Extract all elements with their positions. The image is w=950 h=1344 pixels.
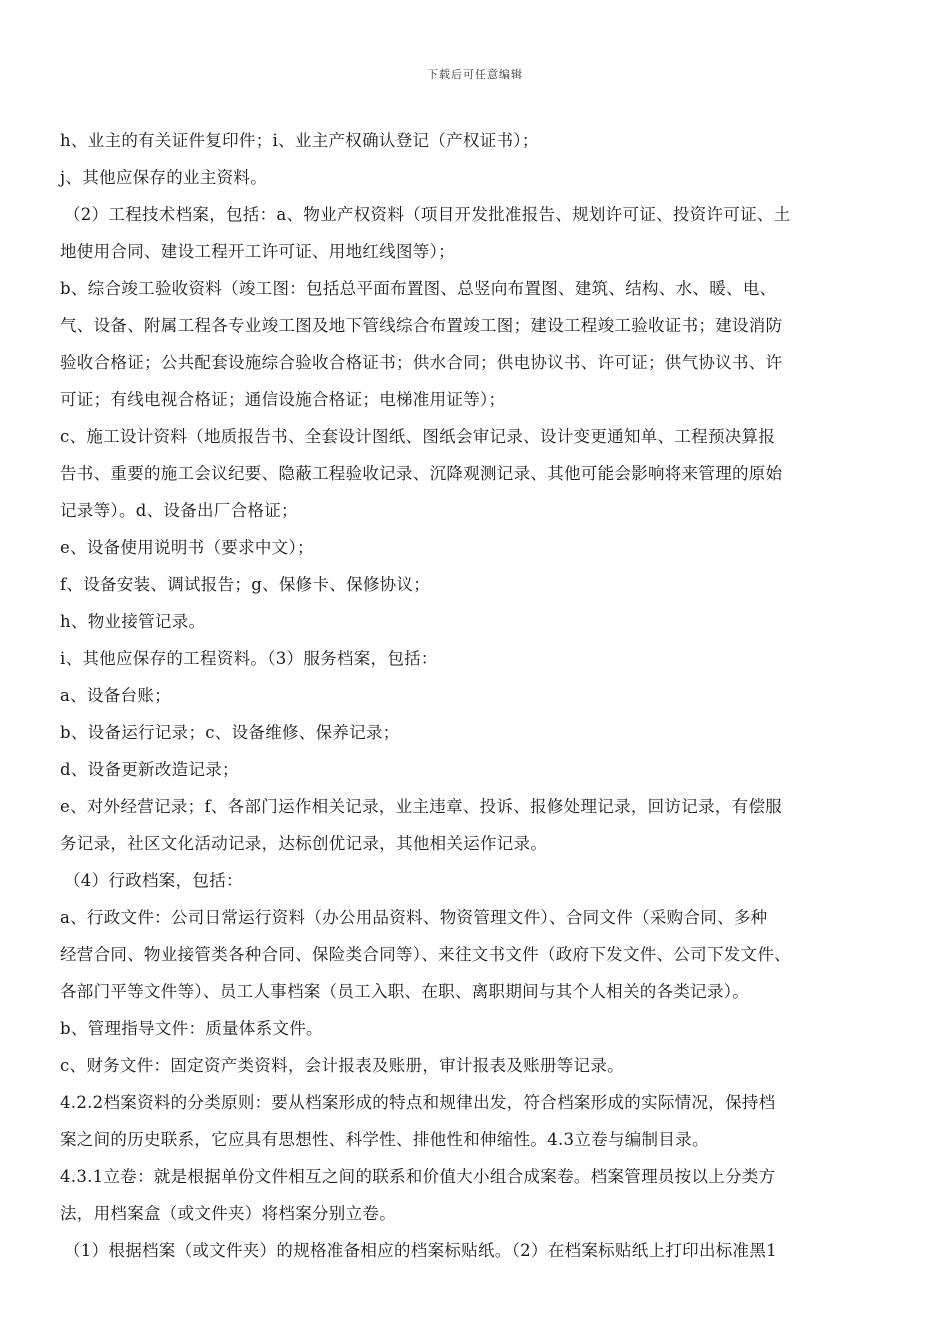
text-line: 务记录，社区文化活动记录，达标创优记录，其他相关运作记录。 (60, 834, 548, 853)
text-line: a、行政文件：公司日常运行资料（办公用品资料、物资管理文件）、合同文件（采购合同、多种 (60, 908, 768, 927)
text-line: （2）工程技术档案，包括：a、物业产权资料（项目开发批准报告、规划许可证、投资许可证、土 (64, 205, 791, 224)
text-line: 法，用档案盒（或文件夹）将档案分别立卷。 (60, 1204, 396, 1223)
text-line: d、设备更新改造记录； (60, 760, 239, 779)
text-line: c、财务文件：固定资产类资料，会计报表及账册，审计报表及账册等记录。 (60, 1056, 624, 1075)
text-line: a、设备台账； (60, 686, 171, 705)
text-line: i、其他应保存的工程资料。（3）服务档案，包括： (60, 649, 438, 668)
page-header: 下载后可任意编辑 (427, 68, 523, 81)
text-line: 案之间的历史联系，它应具有思想性、科学性、排他性和伸缩性。4.3立卷与编制目录。 (60, 1130, 709, 1149)
text-line: e、设备使用说明书（要求中文）； (60, 538, 314, 557)
text-line: b、综合竣工验收资料（竣工图：包括总平面布置图、总竖向布置图、建筑、结构、水、暖、电、 (60, 279, 777, 298)
text-line: b、设备运行记录；c、设备维修、保养记录； (60, 723, 400, 742)
text-line: f、设备安装、调试报告；g、保修卡、保修协议； (60, 575, 431, 594)
text-line: （1）根据档案（或文件夹）的规格准备相应的档案标贴纸。（2）在档案标贴纸上打印出标准黑1 (64, 1241, 777, 1260)
text-line: 4.3.1立卷：就是根据单份文件相互之间的联系和价值大小组合成案卷。档案管理员按以上分类方 (60, 1167, 776, 1186)
text-line: b、管理指导文件：质量体系文件。 (60, 1019, 323, 1038)
text-line: 可证；有线电视合格证；通信设施合格证；电梯准用证等）； (60, 390, 506, 409)
text-line: 各部门平等文件等）、员工人事档案（员工入职、在职、离职期间与其个人相关的各类记录）。 (60, 982, 750, 1001)
text-line: c、施工设计资料（地质报告书、全套设计图纸、图纸会审记录、设计变更通知单、工程预决算报 (60, 427, 776, 446)
text-line: 经营合同、物业接管类各种合同、保险类合同等）、来往文书文件（政府下发文件、公司下发文件、 (60, 945, 791, 964)
text-line: 记录等）。d、设备出厂合格证； (60, 501, 298, 520)
text-line: h、业主的有关证件复印件；i、业主产权确认登记（产权证书）； (60, 131, 539, 150)
text-line: 地使用合同、建设工程开工许可证、用地红线图等）； (60, 242, 455, 261)
text-line: （4）行政档案，包括： (64, 871, 243, 890)
body-text (60, 122, 896, 1269)
text-line: h、物业接管记录。 (60, 612, 206, 631)
text-line: 告书、重要的施工会议纪要、隐蔽工程验收记录、沉降观测记录、其他可能会影响将来管理的原始 (60, 464, 783, 483)
text-line: 4.2.2档案资料的分类原则：要从档案形成的特点和规律出发，符合档案形成的实际情况，保持档 (60, 1093, 776, 1112)
text-line: e、对外经营记录；f、各部门运作相关记录，业主违章、投诉、报修处理记录，回访记录，有偿服 (60, 797, 783, 816)
text-line: 验收合格证；公共配套设施综合验收合格证书；供水合同；供电协议书、许可证；供气协议书、许 (60, 353, 783, 372)
text-line: 气、设备、附属工程各专业竣工图及地下管线综合布置竣工图；建设工程竣工验收证书；建设消防 (60, 316, 783, 335)
text-line: j、其他应保存的业主资料。 (60, 168, 268, 187)
